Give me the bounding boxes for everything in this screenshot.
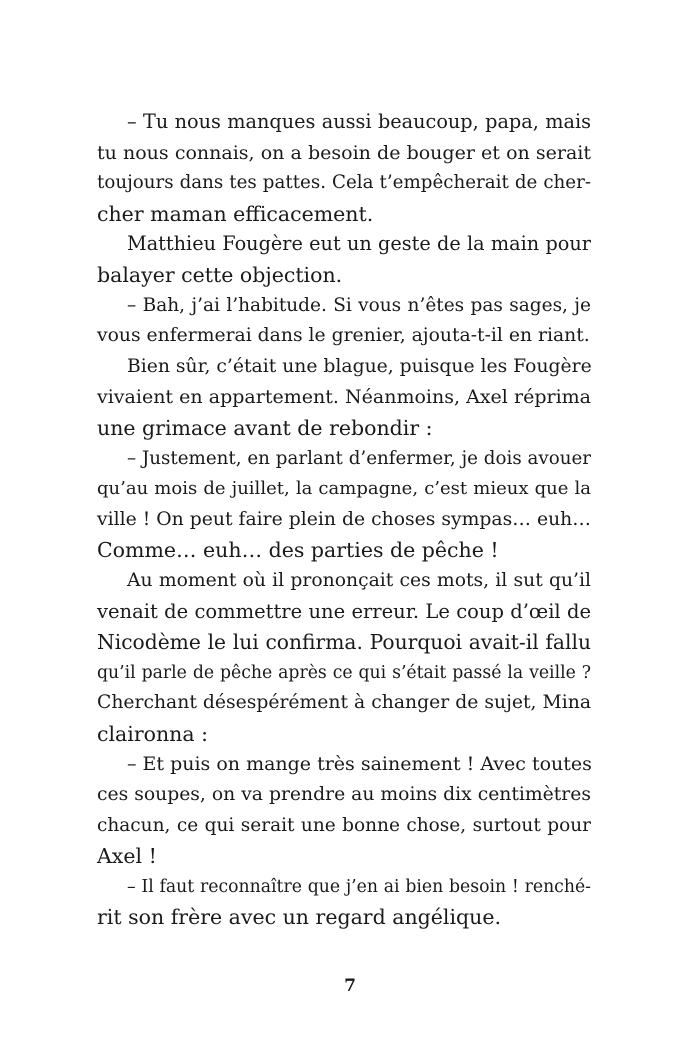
text-line: vous enfermerai dans le grenier, ajouta-t-il en riant. bbox=[97, 325, 590, 347]
text-line: une grimace avant de rebondir : bbox=[97, 415, 433, 440]
text-line: Matthieu Fougère eut un geste de la main pour bbox=[127, 232, 591, 256]
text-line: – Bah, j’ai l’habitude. Si vous n’êtes pas sages, je bbox=[127, 294, 591, 316]
text-line: venait de commettre une erreur. Le coup d’œil de bbox=[97, 599, 591, 623]
text-line: – Il faut reconnaître que j’en ai bien besoin ! renché- bbox=[127, 876, 591, 897]
text-line: Cherchant désespérément à changer de sujet, Mina bbox=[97, 692, 591, 714]
text-line: – Justement, en parlant d’enfermer, je dois avouer bbox=[127, 447, 591, 469]
body-text bbox=[97, 107, 591, 933]
text-line: Comme… euh… des parties de pêche ! bbox=[97, 538, 499, 563]
text-line: – Et puis on mange très sainement ! Avec toutes bbox=[127, 753, 592, 776]
text-line: ville ! On peut faire plein de choses sympas… euh… bbox=[97, 508, 591, 530]
text-line: vivaient en appartement. Néanmoins, Axel réprima bbox=[97, 386, 591, 409]
text-line: qu’au mois de juillet, la campagne, c’est mieux que la bbox=[97, 478, 591, 500]
text-line: – Tu nous manques aussi beaucoup, papa, mais bbox=[127, 110, 591, 133]
text-line: Bien sûr, c’était une blague, puisque les Fougère bbox=[127, 355, 592, 377]
text-line: Au moment où il prononçait ces mots, il sut qu’il bbox=[127, 569, 591, 591]
text-line: Nicodème le lui confirma. Pourquoi avait-il fallu bbox=[97, 630, 591, 655]
text-line: Axel ! bbox=[97, 844, 157, 869]
text-line: qu’il parle de pêche après ce qui s’était passé la veille ? bbox=[97, 662, 591, 683]
text-line: balayer cette objection. bbox=[97, 262, 343, 287]
text-line: claironna : bbox=[97, 721, 209, 746]
text-line: chacun, ce qui serait une bonne chose, surtout pour bbox=[97, 814, 591, 836]
text-line: toujours dans tes pattes. Cela t’empêcherait de cher- bbox=[97, 172, 591, 194]
text-line: ces soupes, on va prendre au moins dix centimètres bbox=[97, 784, 591, 806]
text-line: cher maman efficacement. bbox=[97, 201, 374, 226]
text-line: tu nous connais, on a besoin de bouger et on serait bbox=[97, 141, 591, 164]
text-line: rit son frère avec un regard angélique. bbox=[97, 905, 501, 930]
page-number: 7 bbox=[344, 976, 356, 996]
